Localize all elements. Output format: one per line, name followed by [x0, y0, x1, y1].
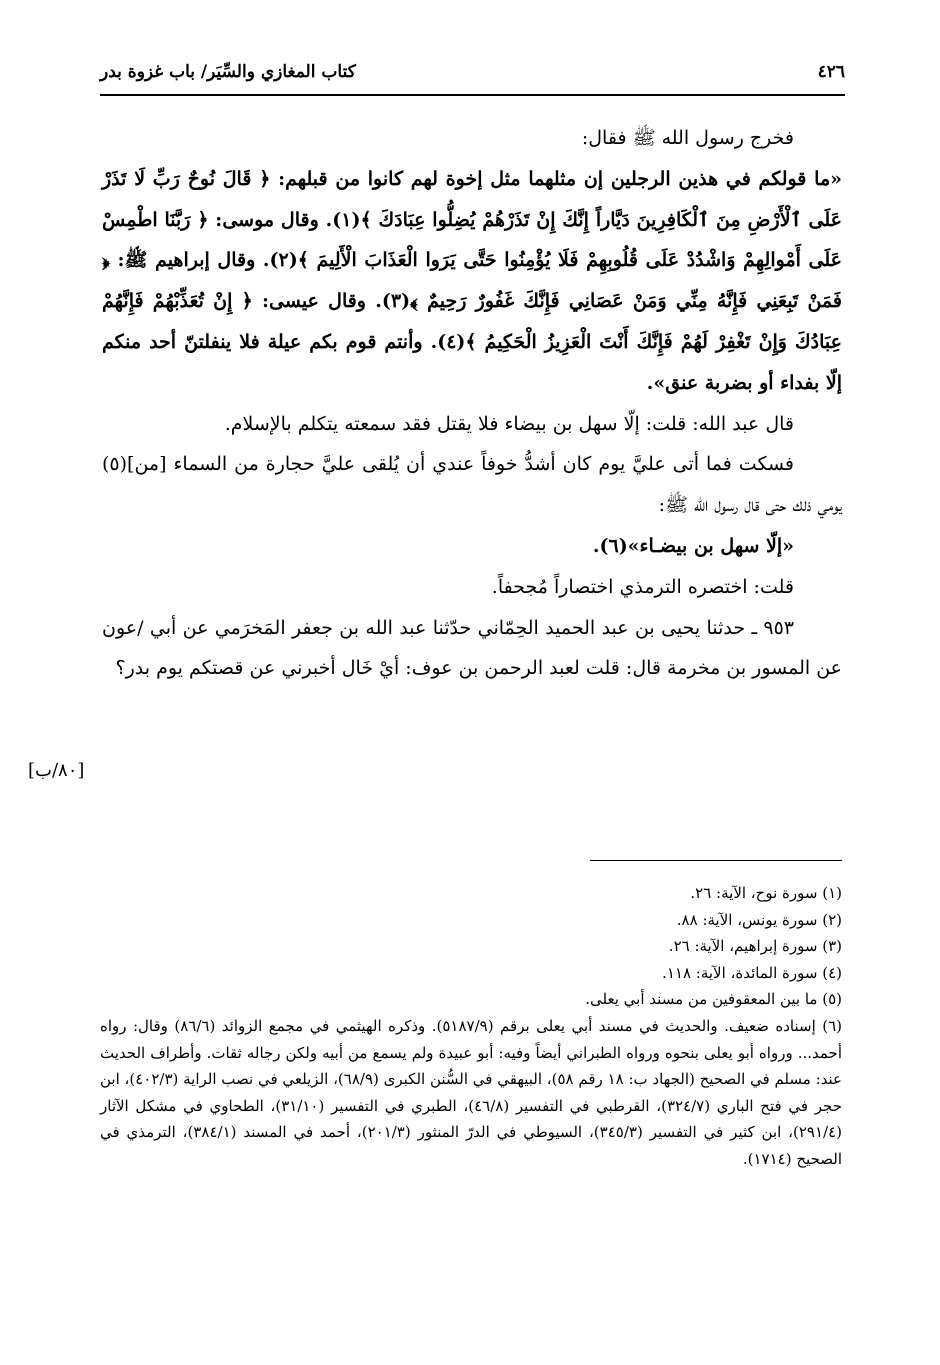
paragraph-sahl: «إلّا سهل بن بيضـاء»(٦).	[592, 534, 794, 557]
header-divider	[100, 94, 845, 96]
footnote-3: (٣) سورة إبراهيم، الآية: ٢٦.	[668, 937, 842, 956]
paragraph-hadith-quote: «ما قولكم في هذين الرجلين إن مثلهما مثل إخوة لهم كانوا من قبلهم: ﴿ قَالَ نُوحٌ رَبِّ لَا تَذَرْ عَلَى ٱلْأَرْضِ مِنَ ٱلْكَافِرِينَ دَيَّاراً إِنَّكَ إِنْ تَذَرْهُمْ يُضِلُّوا عِبَادَكَ ﴾(١). وقال موسى: ﴿ رَبَّنَا اطْمِسْ عَلَى أَمْوالِهِمْ وَاشْدُدْ عَلَى قُلُوبِهِمْ فَلَا يُؤْمِنُوا حَتَّى يَرَوا الْعَذَابَ الْأَلِيمَ ﴾(٢). وقال إبراهيم ﷺ: ﴿ فَمَنْ تَبِعَنِي فَإِنَّهُ مِنِّي وَمَنْ عَصَانِي فَإِنَّكَ غَفُورٌ رَحِيمٌ ﴾(٣). وقال عيسى: ﴿ إِنْ تُعَذِّبْهُمْ فَإِنَّهُمْ عِبَادُكَ وَإِنْ تَغْفِرْ لَهُمْ فَإِنَّكَ أَنْتَ الْعَزِيزُ الْحَكِيمُ ﴾(٤). وأنتم قوم بكم عيلة فلا ينفلتنّ أحد منكم إلّا بفداء أو بضربة عنق».	[102, 167, 843, 394]
footnote-4: (٤) سورة المائدة، الآية: ١١٨.	[662, 963, 842, 982]
manuscript-folio-marker: [٨٠/ب]	[28, 760, 85, 781]
paragraph-abdullah: قال عبد الله: قلت: إلّا سهل بن بيضاء فلا يقتل فقد سمعته يتكلم بالإسلام.	[224, 412, 794, 435]
footnote-5: (٥) ما بين المعقوفين من مسند أبي يعلى.	[585, 990, 842, 1009]
running-title: كتاب المغازي والسِّيَر/ باب غزوة بدر	[100, 62, 356, 82]
paragraph-silence: فسكت فما أتى عليَّ يوم كان أشدُّ خوفاً عندي أن يُلقى عليَّ حجارة من السماء [من](٥) يومي ذلك حتى قال رسول الله ﷺ:	[102, 453, 842, 517]
paragraph-narration: فخرج رسول الله ﷺ فقال:	[581, 127, 794, 149]
page-number: ٤٢٦	[817, 62, 845, 82]
footnotes	[100, 880, 842, 1173]
paragraph-tirmidhi-note: قلت: اختصره الترمذي اختصاراً مُجحفاً.	[491, 575, 794, 598]
footnote-2: (٢) سورة يونس، الآية: ٨٨.	[676, 910, 842, 929]
footnote-1: (١) سورة نوح، الآية: ٢٦.	[690, 884, 842, 902]
main-text	[102, 118, 842, 689]
page-header	[100, 62, 845, 82]
paragraph-hadith-953: ٩٥٣ ـ حدثنا يحيى بن عبد الحميد الحِمّاني حدّثنا عبد الله بن جعفر المَخرَمي عن أبي /عون عن المسور بن مخرمة قال: قلت لعبد الرحمن بن عوف: أيْ خَال أخبرني عن قصتكم يوم بدر؟	[102, 616, 842, 680]
footnote-divider	[590, 860, 842, 861]
footnote-6: (٦) إسناده ضعيف. والحديث في مسند أبي يعلى برقم (٥١٨٧/٩). وذكره الهيثمي في مجمع الزوائد (٨٦/٦) وقال: رواه أحمد... ورواه أبو يعلى بنحوه ورواه الطبراني أيضاً وفيه: أبو عبيدة ولم يسمع من أبيه ولكن رجاله ثقات. وأطراف الحديث عند: مسلم في الصحيح (الجهاد ب: ١٨ رقم ٥٨)، البيهقي في السُّنن الكبرى (٦٨/٩)، الزيلعي في نصب الراية (٤٠٢/٣)، ابن حجر في فتح الباري (٣٢٤/٧)، القرطبي في التفسير (٤٦/٨)، الطبري في التفسير (٣١/١٠)، الطحاوي في مشكل الآثار (٢٩١/٤)، ابن كثير في التفسير (٣٤٥/٣)، السيوطي في الدرّ المنثور (٢٠١/٣)، أحمد في المسند (٣٨٤/١)، الترمذي في الصحيح (١٧١٤).	[100, 1016, 843, 1168]
